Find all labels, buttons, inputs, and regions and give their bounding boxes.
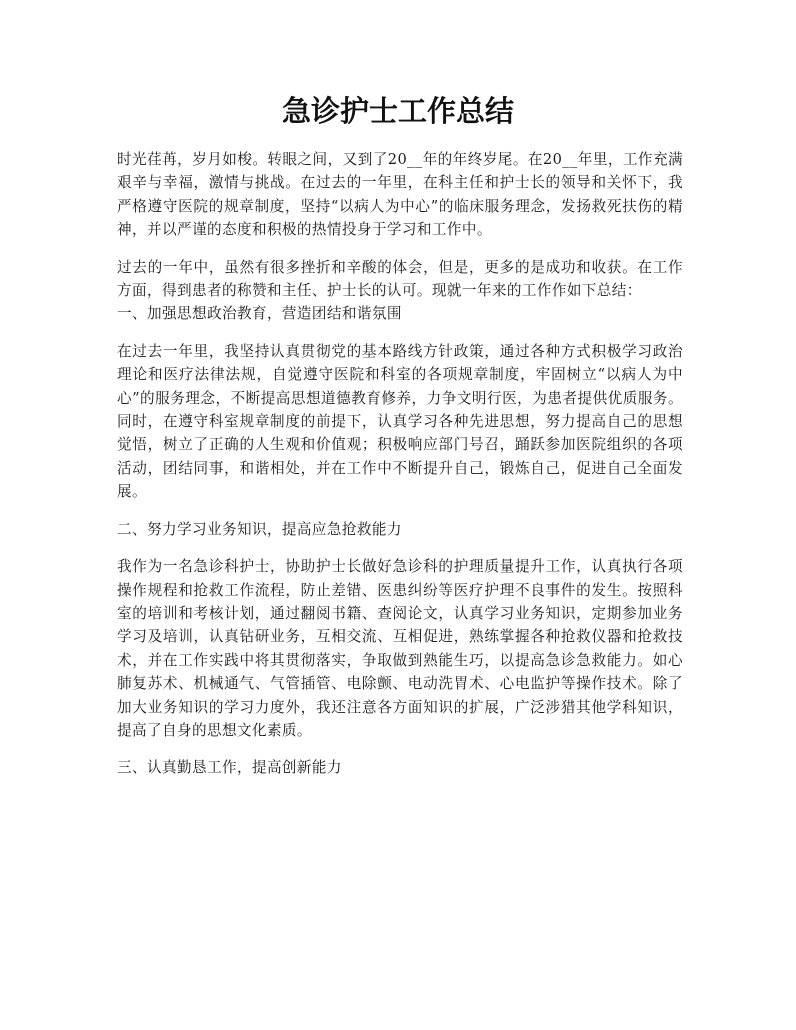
section-heading-1: 一、加强思想政治教育，营造团结和谐氛围	[117, 305, 402, 323]
section-heading-2: 二、努力学习业务知识，提高应急抢救能力	[117, 520, 402, 538]
document-title: 急诊护士工作总结	[281, 94, 514, 128]
summary-paragraph: 过去的一年中，虽然有很多挫折和辛酸的体会，但是，更多的是成功和收获。在工作方面，得到患者的称赞和主任、护士长的认可。现就一年来的工作作如下总结：	[117, 258, 683, 300]
section-heading-3: 三、认真勤恳工作，提高创新能力	[117, 759, 342, 777]
intro-paragraph: 时光荏苒，岁月如梭。转眼之间，又到了20__年的年终岁尾。在20__年里，工作充满艰辛与幸福，激情与挑战。在过去的一年里，在科主任和护士长的领导和关怀下，我严格遵守医院的规章制度，坚持“以病人为中心”的临床服务理念，发扬救死扶伤的精神，并以严谨的态度和积极的热情投身于学习和工作中。	[117, 151, 683, 239]
section-2-paragraph: 我作为一名急诊科护士，协助护士长做好急诊科的护理质量提升工作，认真执行各项操作规程和抢救工作流程，防止差错、医患纠纷等医疗护理不良事件的发生。按照科室的培训和考核计划，通过翻阅书籍、查阅论文，认真学习业务知识，定期参加业务学习及培训，认真钻研业务，互相交流、互相促进，熟练掌握各种抢救仪器和抢救技术，并在工作实践中将其贯彻落实，争取做到熟能生巧，以提高急诊急救能力。如心肺复苏术、机械通气、气管插管、电除颤、电动洗胃术、心电监护等操作技术。除了加大业务知识的学习力度外，我还注意各方面知识的扩展，广泛涉猎其他学科知识，提高了自身的思想文化素质。	[117, 558, 683, 739]
document-body	[117, 148, 683, 780]
section-1-paragraph: 在过去一年里，我坚持认真贯彻党的基本路线方针政策，通过各种方式积极学习政治理论和医疗法律法规，自觉遵守医院和科室的各项规章制度，牢固树立“以病人为中心”的服务理念，不断提高思想道德教育修养，力争文明行医，为患者提供优质服务。同时，在遵守科室规章制度的前提下，认真学习各种先进思想，努力提高自己的思想觉悟，树立了正确的人生观和价值观；积极响应部门号召，踊跃参加医院组织的各项活动，团结同事，和谐相处，并在工作中不断提升自己，锻炼自己，促进自己全面发展。	[117, 342, 683, 501]
